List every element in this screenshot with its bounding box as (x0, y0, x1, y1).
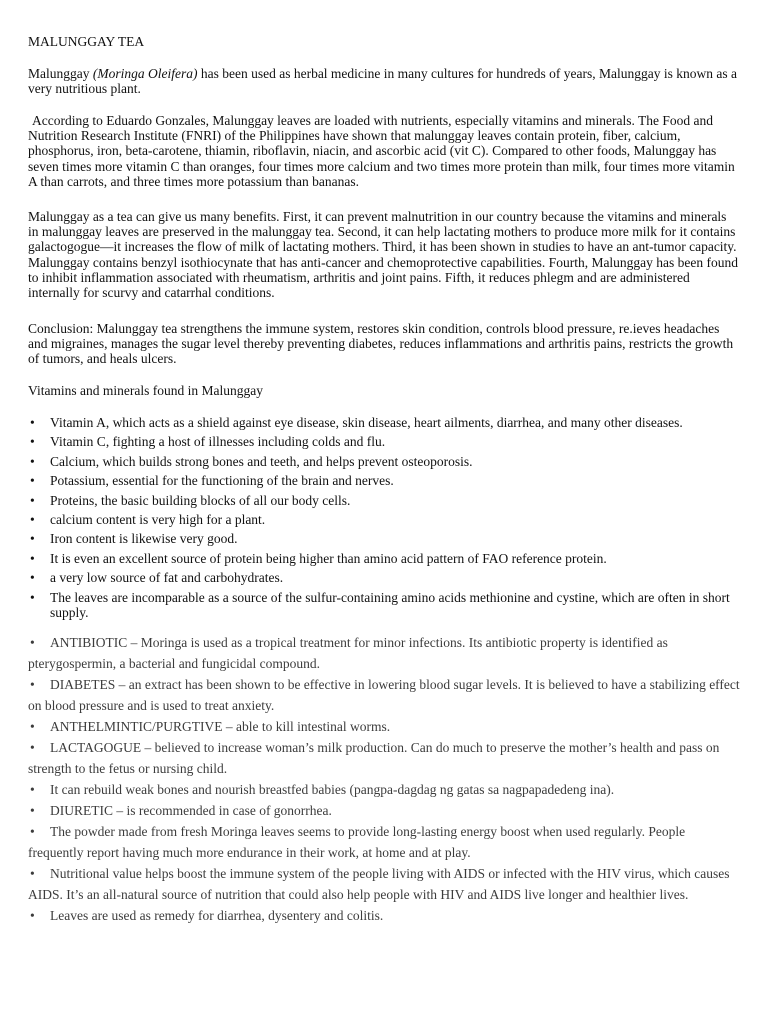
vitamins-list (28, 415, 734, 624)
vitamin-list-item: • Calcium, which builds strong bones and teeth, and helps prevent osteoporosis. (28, 454, 734, 469)
intro-paragraph (28, 66, 740, 96)
nutrients-paragraph: According to Eduardo Gonzales, Malunggay leaves are loaded with nutrients, especially vitamins and minerals. The Food and Nutrition Research Institute (FNRI) of the Philippines have shown that malunggay leaves contain protein, fiber, calcium, phosphorus, iron, beta-carotene, thiamin, riboflavin, niacin, and ascorbic acid (vit C). Compared to other foods, Malunggay has seven times more vitamin C than oranges, four times more calcium and two times more protein than milk, four times more vitamin A than carrots, and three times more potassium than bananas. (28, 113, 735, 189)
benefit-list-item: • DIABETES – an extract has been shown to be effective in lowering blood sugar levels. It is believed to have a stabilizing effect on blood pressure and is used to treat anxiety. (28, 674, 740, 716)
vitamin-list-item: • Vitamin C, fighting a host of illnesses including colds and flu. (28, 434, 734, 449)
document-title: MALUNGGAY TEA (28, 34, 145, 49)
benefits-paragraph: Malunggay as a tea can give us many benefits. First, it can prevent malnutrition in our country because the vitamins and minerals in malunggay leaves are preserved in the malunggay tea. Second, it can help lactating mothers to produce more milk for it contains galactogogue—it increases the flow of milk of lactating mothers. Third, it has been shown in studies to have an ant-tumor capacity. Malunggay contains benzyl isothiocynate that has anti-cancer and chemoprotective capabilities. Fourth, Malunggay has been found to inhibit inflammation associated with rheumatism, arthritis and joint pains. Fifth, it reduces phlegm and are administered internally for scurvy and catarrhal conditions. (28, 209, 739, 301)
vitamin-list-item: • Proteins, the basic building blocks of all our body cells. (28, 493, 734, 508)
benefit-list-item: • ANTHELMINTIC/PURGTIVE – able to kill intestinal worms. (28, 716, 740, 737)
vitamin-list-item: • Potassium, essential for the functioning of the brain and nerves. (28, 473, 734, 488)
benefit-list-item: • ANTIBIOTIC – Moringa is used as a tropical treatment for minor infections. Its antibiotic property is identified as pterygospermin, a bacterial and fungicidal compound. (28, 632, 740, 674)
scientific-name: (Moringa Oleifera) (92, 66, 198, 81)
health-benefits-list (28, 632, 740, 926)
vitamins-heading: Vitamins and minerals found in Malunggay (28, 383, 264, 398)
vitamin-list-item: • calcium content is very high for a plant. (28, 512, 734, 527)
vitamin-list-item: • a very low source of fat and carbohydrates. (28, 570, 734, 585)
vitamin-list-item: • It is even an excellent source of protein being higher than amino acid pattern of FAO reference protein. (28, 551, 734, 566)
conclusion-paragraph: Conclusion: Malunggay tea strengthens the immune system, restores skin condition, controls blood pressure, re.ieves headaches and migraines, manages the sugar level thereby preventing diabetes, reduces inflammations and arthritis pains, restricts the growth of tumors, and heals ulcers. (28, 321, 734, 367)
benefit-list-item: • The powder made from fresh Moringa leaves seems to provide long-lasting energy boost when used regularly. People frequently report having much more endurance in their work, at home and at play. (28, 821, 740, 863)
benefit-list-item: • LACTAGOGUE – believed to increase woman’s milk production. Can do much to preserve the mother’s health and pass on strength to the fetus or nursing child. (28, 737, 740, 779)
vitamin-list-item: • Iron content is likewise very good. (28, 531, 734, 546)
vitamin-list-item: • The leaves are incomparable as a source of the sulfur-containing amino acids methionine and cystine, which are often in short supply. (28, 590, 734, 620)
vitamin-list-item: • Vitamin A, which acts as a shield against eye disease, skin disease, heart ailments, diarrhea, and many other diseases. (28, 415, 734, 430)
intro-text-start: Malunggay (28, 66, 93, 81)
benefit-list-item: • DIURETIC – is recommended in case of gonorrhea. (28, 800, 740, 821)
benefit-list-item: • It can rebuild weak bones and nourish breastfed babies (pangpa-dagdag ng gatas sa nagpapadedeng ina). (28, 779, 740, 800)
intro-text-end: has been used as herbal medicine in many cultures for hundreds of years, Malunggay is known as a very nutritious plant. (28, 66, 737, 97)
benefit-list-item: • Leaves are used as remedy for diarrhea, dysentery and colitis. (28, 905, 740, 926)
benefit-list-item: • Nutritional value helps boost the immune system of the people living with AIDS or infected with the HIV virus, which causes AIDS. It’s an all-natural source of nutrition that could also help people with HIV and AIDS live longer and healthier lives. (28, 863, 740, 905)
